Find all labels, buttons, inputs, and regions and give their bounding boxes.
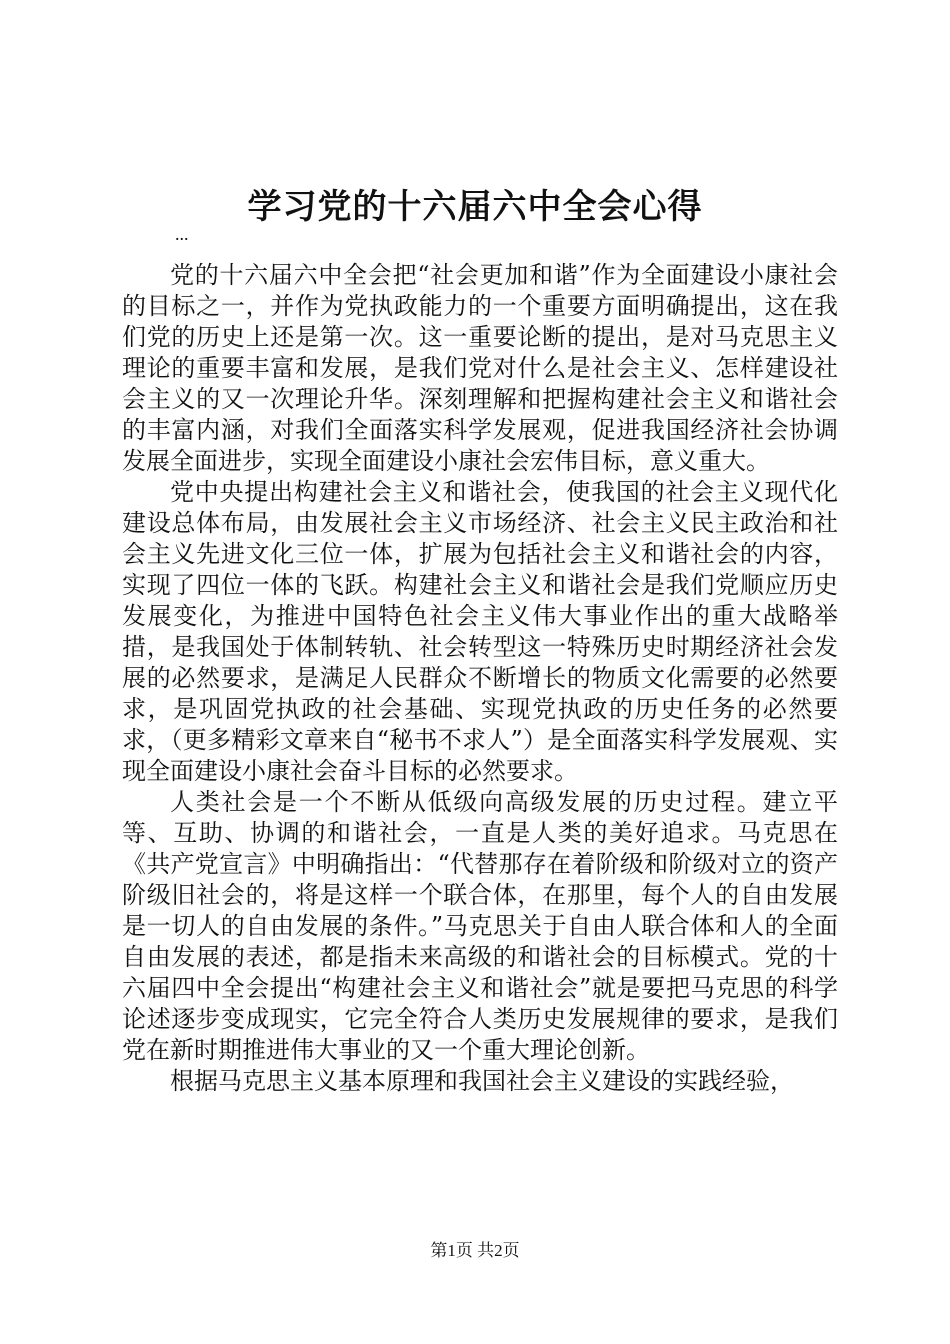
ellipsis-mark: ...: [175, 224, 189, 244]
paragraph-1: 党的十六届六中全会把“社会更加和谐”作为全面建设小康社会的目标之一，并作为党执政能力的一个重要方面明确提出，这在我们党的历史上还是第一次。这一重要论断的提出，是对马克思主义理论的重要丰富和发展，是我们党对什么是社会主义、怎样建设社会主义的又一次理论升华。深刻理解和把握构建社会主义和谐社会的丰富内涵，对我们全面落实科学发展观，促进我国经济社会协调发展全面进步，实现全面建设小康社会宏伟目标，意义重大。: [122, 261, 838, 475]
paragraph-2: 党中央提出构建社会主义和谐社会，使我国的社会主义现代化建设总体布局，由发展社会主义市场经济、社会主义民主政治和社会主义先进文化三位一体，扩展为包括社会主义和谐社会的内容，实现了四位一体的飞跃。构建社会主义和谐社会是我们党顺应历史发展变化，为推进中国特色社会主义伟大事业作出的重大战略举措，是我国处于体制转轨、社会转型这一特殊历史时期经济社会发展的必然要求，是满足人民群众不断增长的物质文化需要的必然要求，是巩固党执政的社会基础、实现党执政的历史任务的必然要求，（更多精彩文章来自“秘书不求人”）是全面落实科学发展观、实现全面建设小康社会奋斗目标的必然要求。: [122, 478, 838, 785]
document-title: 学习党的十六届六中全会心得: [247, 187, 703, 227]
document-body: [122, 260, 838, 1097]
paragraph-4: 根据马克思主义基本原理和我国社会主义建设的实践经验，: [170, 1067, 794, 1095]
page-footer: 第1页 共2页: [430, 1241, 520, 1260]
paragraph-3: 人类社会是一个不断从低级向高级发展的历史过程。建立平等、互助、协调的和谐社会，一直是人类的美好追求。马克思在《共产党宣言》中明确指出：“代替那存在着阶级和阶级对立的资产阶级旧社会的，将是这样一个联合体，在那里，每个人的自由发展是一切人的自由发展的条件。”马克思关于自由人联合体和人的全面自由发展的表述，都是指未来高级的和谐社会的目标模式。党的十六届四中全会提出“构建社会主义和谐社会”就是要把马克思的科学论述逐步变成现实，它完全符合人类历史发展规律的要求，是我们党在新时期推进伟大事业的又一个重大理论创新。: [122, 788, 838, 1064]
